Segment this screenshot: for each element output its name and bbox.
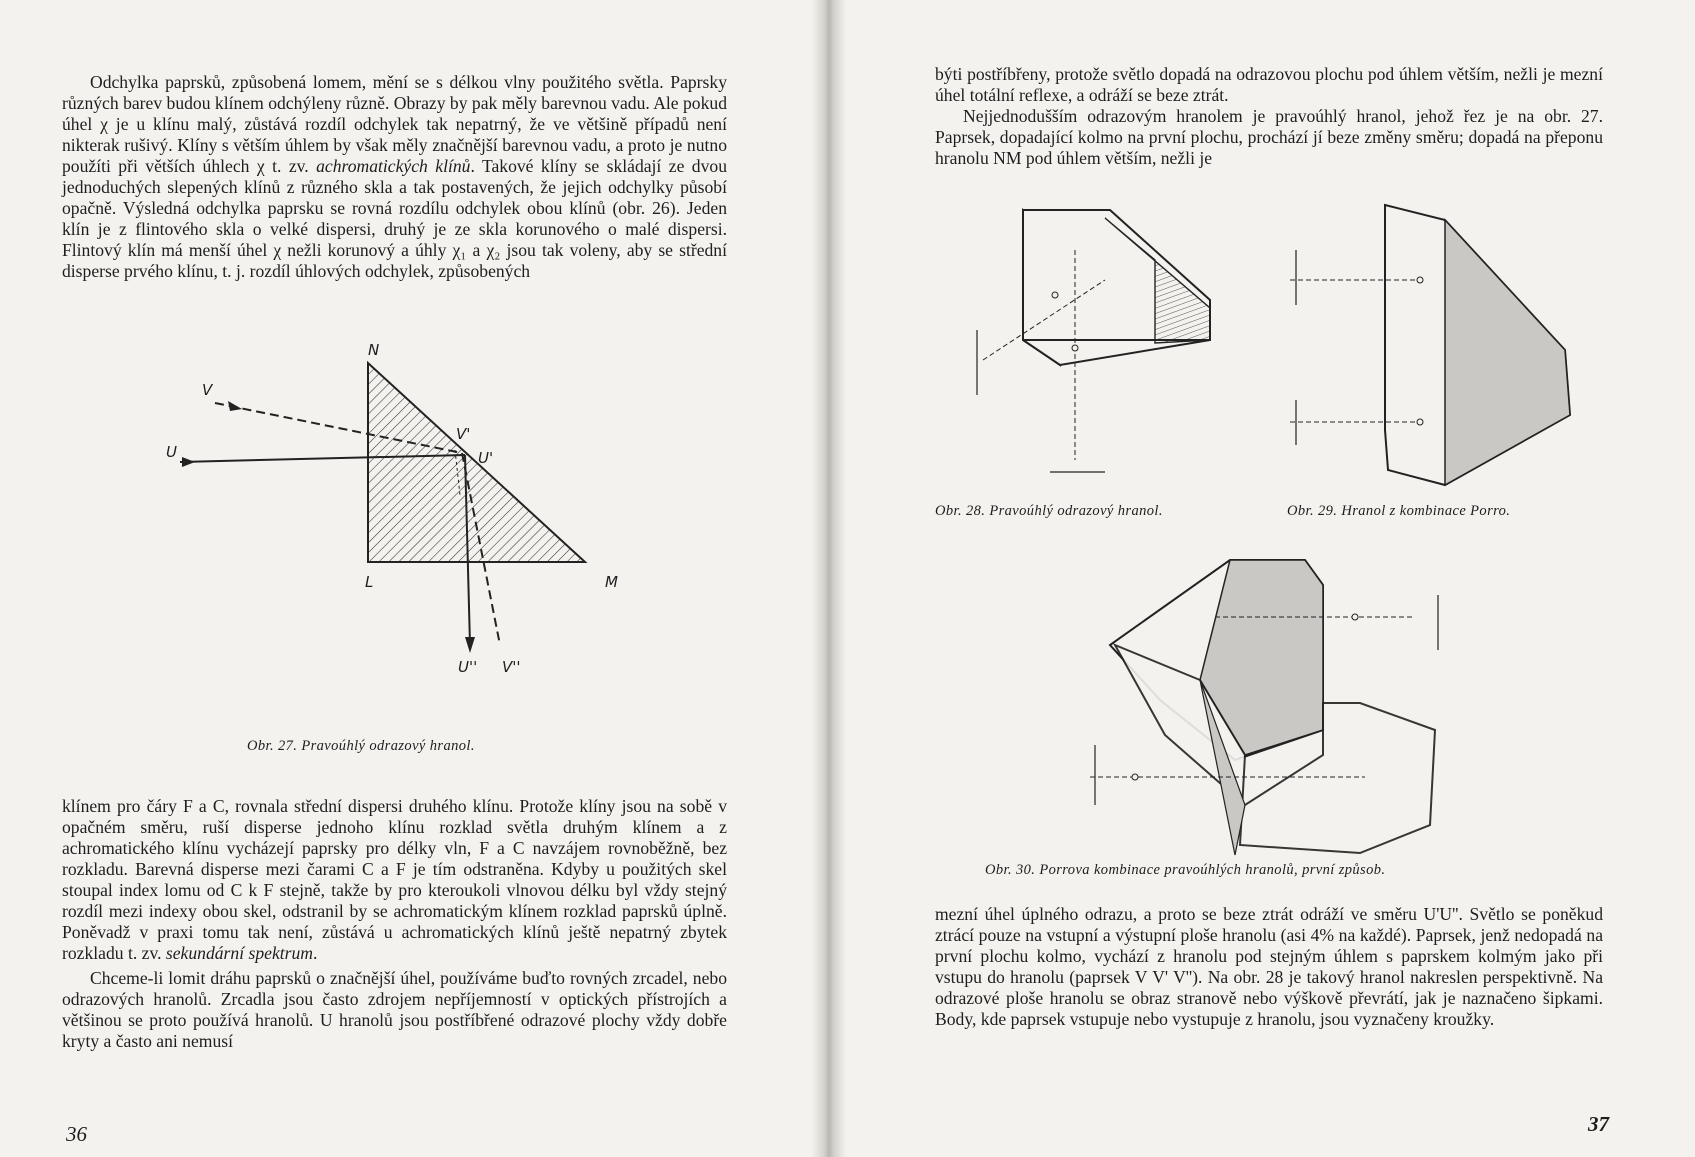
caption-figure-27: Obr. 27. Pravoúhlý odrazový hranol. <box>247 738 475 754</box>
entry-point-28 <box>1052 292 1058 298</box>
right-text-top <box>935 64 1603 169</box>
left-text-bottom <box>62 796 727 1052</box>
arrow-v <box>228 401 242 411</box>
label-v-double: V'' <box>502 658 521 676</box>
right-paragraph-2: Nejjednodušším odrazovým hranolem je pravoúhlý hranol, jehož řez je na obr. 27. Paprsek, dopadající kolmo na první plochu, prochází jí beze změny směru; dopadá na přeponu hranolu NM pod úhlem větším, nežli je <box>935 106 1603 168</box>
page-number-36: 36 <box>66 1122 87 1146</box>
prism-29-shaded-face <box>1445 220 1570 485</box>
book-gutter <box>812 0 846 1157</box>
left-paragraph-2-text: klínem pro čáry F a C, rovnala střední dispersi druhého klínu. Protože klíny jsou na sobě v opačném směru, ruší disperse jednoho klínu rozklad světla druhým klínem a z achromatického klínu vycházejí paprsky pro délky vln, F a C navzájem rovnoběžně, bez rozkladu. Barevná disperse mezi čarami C a F je tím odstraněna. Kdyby u použitých skel stoupal index lomu od C k F stejně, takže by pro kteroukoli vlnovou délku byl vždy stejný rozdíl mezi indexy obou skel, odstranil by se achromatickým klínem rozklad paprsků úplně. Poněvadž v praxi tomu tak není, zůstává u achromatických klínů ještě nepatrný zbytek rozkladu t. zv. <box>62 796 727 963</box>
right-paragraph-1: býti postříbřeny, protože světlo dopadá na odrazovou plochu pod úhlem větším, nežli je mezní úhel totální reflexe, a odráží se beze ztrát. <box>935 64 1603 105</box>
label-l: L <box>365 573 374 591</box>
left-text-top <box>62 72 727 282</box>
right-paragraph-3: mezní úhel úplného odrazu, a proto se beze ztrát odráží ve směru U'U''. Světlo se poněkud ztrácí pouze na vstupní a výstupní ploše hranolu (asi 4% na každé). Paprsek, jenž nedopadá na první plochu kolmo, vychází z hranolu pod stejným úhlem s paprskem kolmým jako při vstupu do hranolu (paprsek V V' V''). Na obr. 28 je takový hranol nakreslen perspektivně. Na odrazové ploše hranolu se obraz stranově nebo výškově převrátí, jak je naznačeno šipkami. Body, kde paprsek vstupuje nebo vystupuje z hranolu, jsou vyznačeny kroužky. <box>935 904 1603 1029</box>
label-v-prime: V' <box>456 425 471 443</box>
entry-point-29 <box>1417 277 1423 283</box>
figure-29-diagram <box>1280 200 1600 490</box>
figure-27-diagram <box>150 335 618 680</box>
label-v: V <box>202 381 213 399</box>
caption-figure-30: Obr. 30. Porrova kombinace pravoúhlých hranolů, první způsob. <box>985 862 1386 878</box>
left-paragraph-1-text: Odchylka paprsků, způsobená lomem, mění se s délkou vlny použitého světla. Paprsky různých barev budou klínem odchýleny různě. Obrazy by pak měly barevnou vadu. Ale pokud úhel χ je u klínu malý, zůstává rozdíl odchylek tak nepatrný, že ve většině případů není nikterak rušivý. Klíny s větším úhlem by však měly značnější barevnou vadu, a proto je nutno použíti při větších úhlech χ t. zv. <box>62 72 727 176</box>
label-u-prime: U' <box>478 449 494 467</box>
figure-30-diagram <box>1075 555 1455 860</box>
left-paragraph-1 <box>62 72 727 282</box>
left-paragraph-1-rest: . Takové klíny se skládají ze dvou jednoduchých slepených klínů z různého skla a tak postavených, že jejich odchylky působí opačně. Výsledná odchylka paprsku se rovná rozdílu odchylek obou klínů (obr. 26). Jeden klín je z flintového skla o velké dispersi, druhý je ze skla korunového o malé dispersi. Flintový klín má menší úhel χ nežli korunový a úhly χ₁ a χ₂ jsou tak voleny, aby se střední disperse prvého klínu, t. j. rozdíl úhlových odchylek, způsobených <box>62 156 727 281</box>
left-paragraph-3: Chceme-li lomit dráhu paprsků o značnější úhel, používáme buďto rovných zrcadel, nebo odrazových hranolů. Zrcadla jsou často zdrojem nepříjemností v optických přístrojích a většinou se proto používá hranolů. U hranolů jsou postříbřené odrazové plochy vždy dobře kryty a často ani nemusí <box>62 968 727 1051</box>
label-u: U <box>166 443 177 461</box>
arrow-u-double <box>465 637 475 653</box>
figure-28-diagram <box>955 200 1225 490</box>
label-m: M <box>605 573 618 591</box>
right-text-bottom <box>935 904 1603 1030</box>
left-paragraph-2-end: . <box>313 943 318 963</box>
caption-figure-29: Obr. 29. Hranol z kombinace Porro. <box>1287 503 1511 519</box>
exit-point-30 <box>1352 614 1358 620</box>
entry-point-30 <box>1132 774 1138 780</box>
prism-cross-section <box>368 363 585 562</box>
term-achromatic-wedges: achromatických klínů <box>316 156 471 176</box>
left-paragraph-2 <box>62 796 727 964</box>
page-number-37: 37 <box>1588 1112 1609 1136</box>
exit-point-28 <box>1072 345 1078 351</box>
caption-figure-28: Obr. 28. Pravoúhlý odrazový hranol. <box>935 503 1163 519</box>
arrow-u <box>182 457 195 467</box>
exit-point-29 <box>1417 419 1423 425</box>
term-secondary-spectrum: sekundární spektrum <box>165 943 313 963</box>
label-u-double: U'' <box>458 658 478 676</box>
label-n: N <box>368 341 380 359</box>
